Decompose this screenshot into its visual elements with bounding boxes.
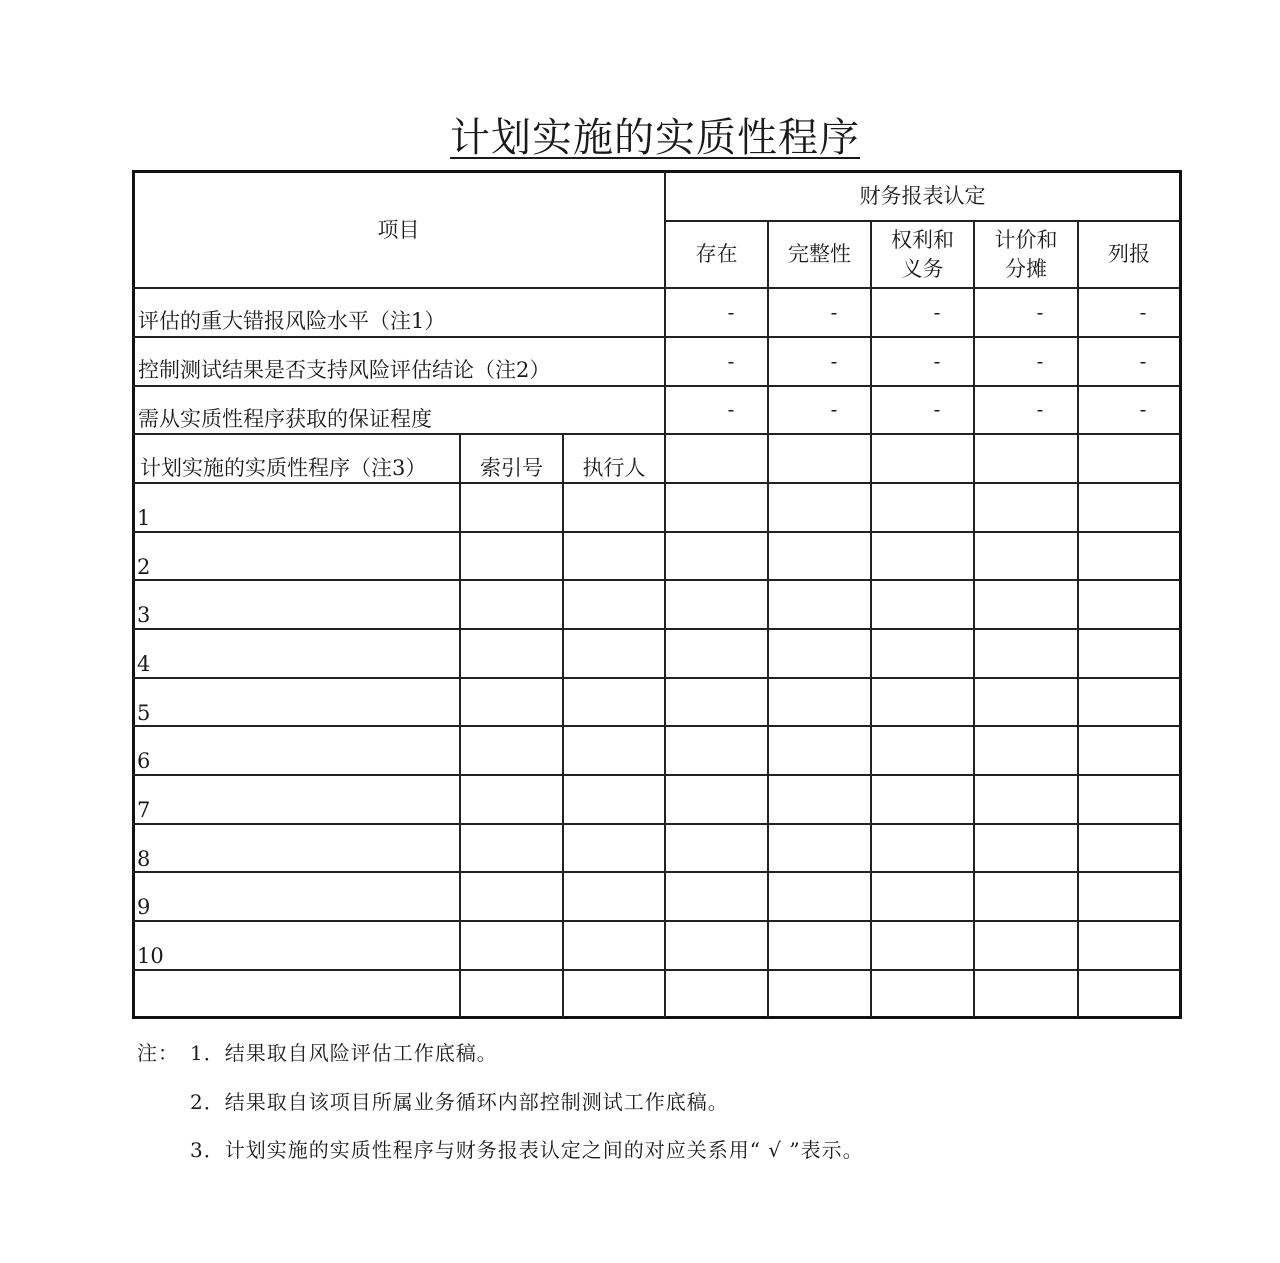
summary-value[interactable]: - — [830, 300, 838, 324]
grid-line — [664, 171, 666, 1017]
assertion-header-rights-obligations — [871, 227, 974, 282]
grid-line — [133, 677, 1180, 679]
grid-line — [133, 871, 1180, 873]
procedure-row-number[interactable]: 9 — [137, 895, 151, 919]
procedure-row-number[interactable]: 2 — [137, 555, 151, 579]
summary-value[interactable]: - — [1139, 300, 1147, 324]
grid-line — [562, 433, 564, 1017]
summary-value[interactable]: - — [727, 300, 735, 324]
assertion-header-line: 义务 — [901, 257, 944, 281]
summary-value[interactable]: - — [1036, 300, 1044, 324]
page-title-text: 计划实施的实质性程序 — [450, 115, 860, 161]
note-item: 2．结果取自该项目所属业务循环内部控制测试工作底稿。 — [190, 1090, 729, 1114]
table-border-bottom — [132, 1016, 1182, 1019]
grid-line — [133, 433, 1180, 435]
assertion-header-line: 权利和 — [891, 228, 954, 252]
summary-row-label: 需从实质性程序获取的保证程度 — [138, 407, 432, 431]
summary-value[interactable]: - — [1139, 349, 1147, 373]
grid-line — [133, 385, 1180, 387]
procedure-row-number[interactable]: 4 — [137, 652, 151, 676]
grid-line — [870, 220, 872, 1017]
summary-value[interactable]: - — [933, 397, 941, 421]
grid-line — [133, 287, 1180, 289]
grid-line — [973, 220, 975, 1017]
assertion-header-valuation-allocation — [974, 227, 1078, 282]
assertion-header-line: 分摊 — [1005, 257, 1047, 281]
procedure-row-number[interactable]: 1 — [137, 506, 151, 530]
procedure-header: 计划实施的实质性程序（注3） — [140, 456, 427, 480]
table-border-top — [132, 170, 1182, 173]
summary-value[interactable]: - — [830, 349, 838, 373]
page-title — [0, 112, 1280, 164]
summary-value[interactable]: - — [933, 349, 941, 373]
grid-line — [133, 482, 1180, 484]
item-header: 项目 — [377, 218, 420, 242]
assertion-header-line: 计价和 — [994, 228, 1058, 252]
note-item: 3．计划实施的实质性程序与财务报表认定之间的对应关系用“ √ ”表示。 — [190, 1138, 864, 1162]
procedure-row-number[interactable]: 8 — [137, 847, 151, 871]
summary-value[interactable]: - — [933, 300, 941, 324]
grid-line — [1077, 220, 1079, 1017]
grid-line — [133, 774, 1180, 776]
summary-value[interactable]: - — [830, 397, 838, 421]
procedure-row-number[interactable]: 7 — [137, 798, 151, 822]
summary-value[interactable]: - — [1036, 397, 1044, 421]
executor-header: 执行人 — [582, 456, 646, 480]
summary-row-label: 评估的重大错报风险水平（注1） — [138, 309, 446, 333]
summary-value[interactable]: - — [1139, 397, 1147, 421]
procedure-row-number[interactable]: 5 — [137, 701, 151, 725]
grid-line — [133, 823, 1180, 825]
summary-value[interactable]: - — [727, 397, 735, 421]
grid-line — [133, 628, 1180, 630]
assertion-header-presentation: 列报 — [1108, 242, 1150, 266]
grid-line — [133, 336, 1180, 338]
grid-line — [767, 220, 769, 1017]
notes-prefix: 注： — [137, 1041, 179, 1065]
table-border-left — [132, 170, 135, 1019]
assertion-header-completeness: 完整性 — [788, 242, 851, 266]
procedure-row-number[interactable]: 6 — [137, 749, 151, 773]
summary-row-label: 控制测试结果是否支持风险评估结论（注2） — [138, 358, 551, 382]
procedure-row-number[interactable]: 3 — [137, 603, 151, 627]
summary-value[interactable]: - — [727, 349, 735, 373]
grid-line — [133, 579, 1180, 581]
grid-line — [665, 220, 1180, 222]
grid-line — [133, 725, 1180, 727]
table-border-right — [1179, 170, 1182, 1019]
summary-value[interactable]: - — [1036, 349, 1044, 373]
note-item: 1．结果取自风险评估工作底稿。 — [190, 1041, 498, 1065]
index-no-header: 索引号 — [480, 456, 543, 480]
assertion-group-header: 财务报表认定 — [859, 184, 986, 208]
grid-line — [133, 531, 1180, 533]
grid-line — [133, 920, 1180, 922]
grid-line — [459, 433, 461, 1017]
grid-line — [133, 969, 1180, 971]
assertion-header-existence: 存在 — [695, 242, 738, 266]
procedure-row-number[interactable]: 10 — [137, 944, 164, 968]
